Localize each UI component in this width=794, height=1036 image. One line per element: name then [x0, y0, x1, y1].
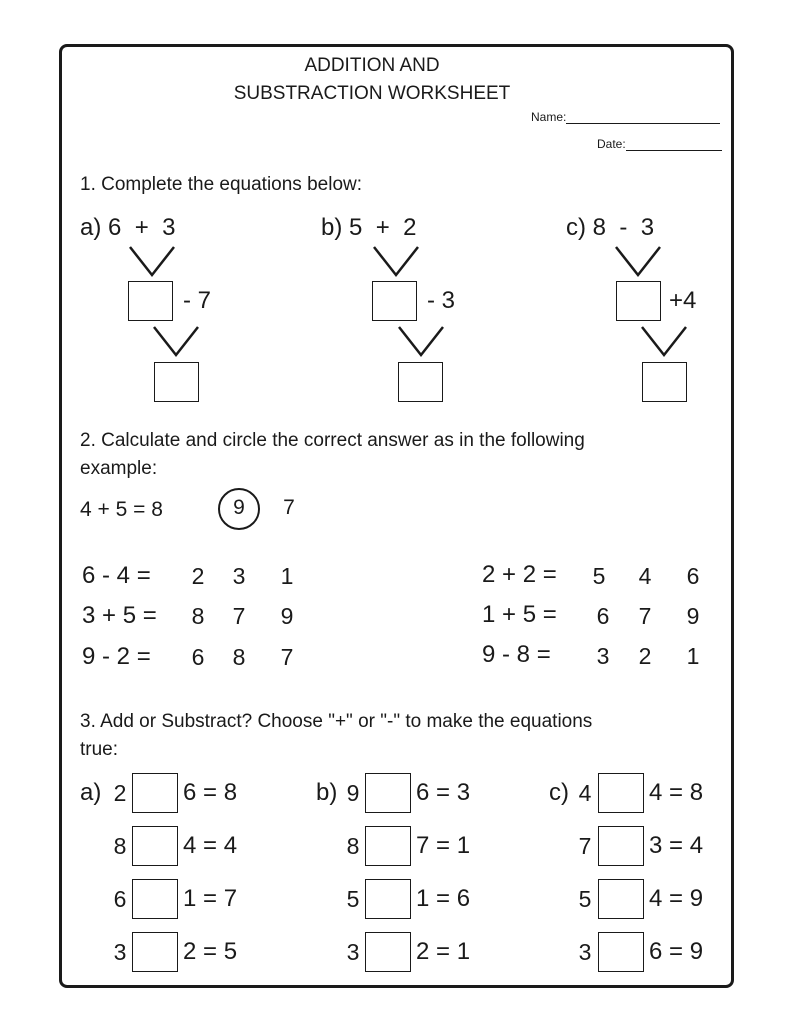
calc-right-2-expr: 1 + 5 = [482, 601, 557, 628]
chevron-down-icon [372, 245, 422, 279]
name-label: Name: [531, 110, 567, 124]
calc-option[interactable]: 8 [232, 644, 246, 670]
example-expression: 4 + 5 = 8 [80, 498, 163, 521]
section2-heading-line-2: example: [80, 458, 158, 479]
step-a: - 7 [183, 287, 212, 314]
calc-left-1-expr: 6 - 4 = [82, 562, 151, 589]
chevron-down-icon [397, 325, 447, 359]
equation-rest: 2 = 1 [416, 938, 471, 965]
answer-box-a2[interactable] [154, 362, 199, 402]
calc-option[interactable]: 7 [638, 603, 652, 629]
calc-left-2-expr: 3 + 5 = [82, 602, 157, 629]
col-b-label: b) [316, 779, 338, 806]
calc-option[interactable]: 8 [191, 603, 205, 629]
operator-box[interactable] [132, 826, 178, 866]
chevron-down-icon [128, 245, 178, 279]
answer-box-a1[interactable] [128, 281, 173, 321]
equation-rest: 6 = 8 [183, 779, 238, 806]
answer-box-b2[interactable] [398, 362, 443, 402]
col-c-label: c) [549, 779, 569, 806]
equation-rest: 4 = 4 [183, 832, 238, 859]
equation-rest: 7 = 1 [416, 832, 471, 859]
operator-box[interactable] [132, 879, 178, 919]
operator-box[interactable] [365, 773, 411, 813]
operand: 8 [346, 833, 360, 859]
operator-box[interactable] [598, 932, 644, 972]
equation-rest: 3 = 4 [649, 832, 704, 859]
equation-rest: 2 = 5 [183, 938, 238, 965]
calc-option[interactable]: 4 [638, 563, 652, 589]
section3-heading-line-1: 3. Add or Substract? Choose "+" or "-" to make the equations [80, 711, 593, 732]
calc-left-3-expr: 9 - 2 = [82, 643, 151, 670]
equation-rest: 4 = 9 [649, 885, 704, 912]
chevron-down-icon [614, 245, 664, 279]
calc-option[interactable]: 9 [686, 603, 700, 629]
section2-heading-line-1: 2. Calculate and circle the correct answer as in the following [80, 430, 585, 451]
operator-box[interactable] [365, 826, 411, 866]
name-line [566, 111, 720, 124]
equation-rest: 1 = 6 [416, 885, 471, 912]
calc-option[interactable]: 9 [280, 603, 294, 629]
example-other-answer: 7 [283, 496, 295, 519]
calc-option[interactable]: 7 [280, 644, 294, 670]
step-b: - 3 [427, 287, 456, 314]
calc-option[interactable]: 5 [592, 563, 606, 589]
title-line-1: ADDITION AND [304, 55, 440, 76]
operand: 5 [578, 886, 592, 912]
calc-option[interactable]: 2 [191, 563, 205, 589]
chevron-down-icon [152, 325, 202, 359]
answer-box-c2[interactable] [642, 362, 687, 402]
answer-box-b1[interactable] [372, 281, 417, 321]
operand: 8 [113, 833, 127, 859]
operator-box[interactable] [365, 879, 411, 919]
operand: 7 [578, 833, 592, 859]
problem-b-expression: b) 5 + 2 [321, 214, 417, 241]
chevron-down-icon [640, 325, 690, 359]
section1-heading: 1. Complete the equations below: [80, 174, 363, 195]
calc-option[interactable]: 3 [232, 563, 246, 589]
equation-rest: 1 = 7 [183, 885, 238, 912]
example-circled-answer: 9 [233, 496, 245, 519]
operand: 3 [113, 939, 127, 965]
calc-option[interactable]: 7 [232, 603, 246, 629]
step-c: +4 [669, 287, 697, 314]
equation-rest: 6 = 9 [649, 938, 704, 965]
answer-box-c1[interactable] [616, 281, 661, 321]
calc-option[interactable]: 1 [280, 563, 294, 589]
calc-option[interactable]: 6 [596, 603, 610, 629]
date-line [626, 138, 722, 151]
calc-option[interactable]: 1 [686, 643, 700, 669]
operand: 9 [346, 780, 360, 806]
col-a-label: a) [80, 779, 102, 806]
calc-right-1-expr: 2 + 2 = [482, 561, 557, 588]
operand: 2 [113, 780, 127, 806]
section3-heading-line-2: true: [80, 739, 119, 760]
name-field[interactable] [531, 110, 720, 124]
operator-box[interactable] [132, 932, 178, 972]
calc-option[interactable]: 2 [638, 643, 652, 669]
operand: 6 [113, 886, 127, 912]
equation-rest: 6 = 3 [416, 779, 471, 806]
equation-rest: 4 = 8 [649, 779, 704, 806]
problem-a-expression: a) 6 + 3 [80, 214, 176, 241]
operator-box[interactable] [365, 932, 411, 972]
problem-c-expression: c) 8 - 3 [566, 214, 655, 241]
operand: 5 [346, 886, 360, 912]
date-field[interactable] [597, 137, 722, 151]
operator-box[interactable] [598, 879, 644, 919]
calc-option[interactable]: 6 [686, 563, 700, 589]
operator-box[interactable] [598, 826, 644, 866]
operator-box[interactable] [132, 773, 178, 813]
date-label: Date: [597, 137, 626, 151]
calc-option[interactable]: 6 [191, 644, 205, 670]
operand: 4 [578, 780, 592, 806]
operand: 3 [578, 939, 592, 965]
calc-option[interactable]: 3 [596, 643, 610, 669]
calc-right-3-expr: 9 - 8 = [482, 641, 551, 668]
operator-box[interactable] [598, 773, 644, 813]
title-line-2: SUBSTRACTION WORKSHEET [233, 83, 511, 104]
operand: 3 [346, 939, 360, 965]
